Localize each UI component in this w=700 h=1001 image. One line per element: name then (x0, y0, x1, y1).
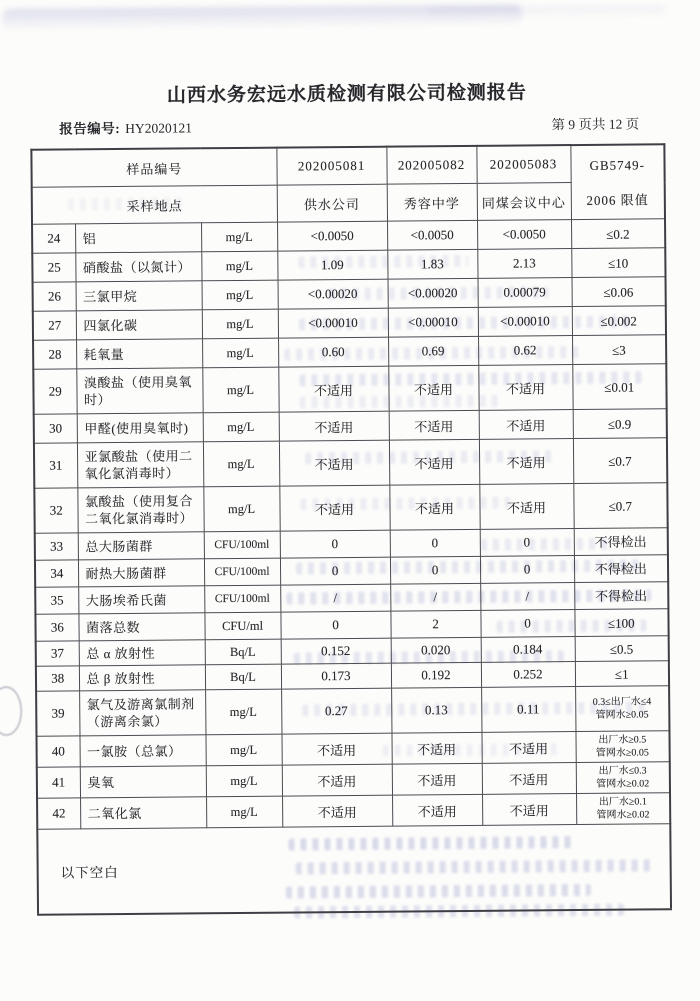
value-cell-sample-3: 不适用 (479, 410, 573, 440)
value-cell-sample-1: 0.173 (281, 663, 391, 689)
value-cell-sample-3: 0.184 (481, 637, 575, 663)
unit-cell: mg/L (206, 765, 282, 797)
limit-column-header: GB5749- 2006 限值 (570, 144, 665, 219)
parameter-name-cell: 溴酸盐（使用臭氧 时） (76, 368, 202, 414)
parameter-name-cell: 四氯化碳 (76, 310, 202, 340)
row-number-cell: 42 (37, 798, 80, 829)
row-number-cell: 24 (32, 224, 75, 253)
value-cell-sample-3: 0.00079 (478, 278, 572, 308)
table-row (36, 686, 669, 737)
row-number-cell: 39 (36, 691, 79, 736)
value-cell-sample-1: 0.60 (278, 337, 388, 367)
limit-cell: ≤10 (571, 248, 665, 278)
unit-cell: CFU/100ml (204, 531, 280, 559)
limit-cell: ≤0.7 (573, 483, 667, 529)
results-table-footer (37, 824, 671, 915)
parameter-name-cell: 二氧化氯 (80, 797, 206, 829)
page-indicator: 第 9 页共 12 页 (551, 116, 640, 133)
limit-cell: 不得检出 (574, 555, 668, 583)
value-cell-sample-3: <0.0050 (477, 220, 571, 250)
unit-cell: mg/L (205, 734, 281, 766)
value-cell-sample-3: 不适用 (481, 732, 575, 764)
limit-cell: 出厂水≥0.5 管网水≥0.05 (575, 731, 669, 763)
parameter-name-cell: 氯气及游离氯制剂 （游离余氯） (79, 690, 205, 736)
value-cell-sample-2: 0.69 (388, 336, 478, 366)
row-number-cell: 36 (35, 614, 78, 641)
value-cell-sample-1: 不适用 (279, 485, 389, 531)
limit-cell: ≤0.06 (572, 277, 666, 307)
value-cell-sample-3: 0 (480, 529, 574, 557)
report-number-label: 报告编号: (59, 120, 121, 137)
parameter-name-cell: 甲醛(使用臭氧时) (77, 413, 203, 443)
value-cell-sample-1: 不适用 (281, 733, 391, 765)
parameter-name-cell: 氯酸盐（使用复合 二氧化氯消毒时） (77, 487, 203, 533)
row-number-cell: 32 (34, 488, 77, 533)
value-cell-sample-3: / (480, 583, 574, 611)
location-header-label: 采样地点 (32, 185, 277, 224)
unit-cell: mg/L (201, 222, 277, 252)
value-cell-sample-3: 0 (480, 610, 574, 638)
parameter-name-cell: 大肠埃希氏菌 (78, 586, 204, 614)
table-row (34, 438, 667, 489)
row-number-cell: 26 (33, 282, 76, 311)
unit-cell: mg/L (202, 338, 278, 368)
parameter-name-cell: 耐热大肠菌群 (78, 559, 204, 587)
value-cell-sample-3: 不适用 (478, 365, 572, 411)
value-cell-sample-3: 2.13 (477, 249, 571, 279)
value-cell-sample-2: 2 (390, 610, 480, 638)
unit-cell: mg/L (206, 796, 282, 828)
value-cell-sample-1: <0.00010 (278, 308, 388, 338)
value-cell-sample-3: <0.00010 (478, 307, 572, 337)
header-row-sample-id (31, 144, 664, 187)
row-number-cell: 35 (35, 587, 78, 614)
value-cell-sample-2: / (390, 583, 480, 611)
value-cell-sample-2: 不适用 (389, 439, 479, 485)
limit-cell: ≤0.01 (572, 364, 666, 410)
report-number-value: HY2020121 (125, 120, 193, 136)
value-cell-sample-2: 不适用 (389, 410, 479, 440)
value-cell-sample-2: 0.13 (391, 687, 481, 733)
parameter-name-cell: 总大肠菌群 (78, 532, 204, 560)
sample-id-header-label: 样品编号 (31, 148, 276, 188)
value-cell-sample-2: 0.020 (391, 637, 481, 663)
report-title: 山西水务宏远水质检测有限公司检测报告 (166, 82, 527, 107)
unit-cell: Bq/L (205, 639, 281, 665)
limit-cell: ≤100 (574, 609, 668, 637)
table-row (34, 483, 667, 534)
row-number-cell: 29 (33, 369, 76, 414)
limit-cell: ≤1 (575, 661, 669, 687)
value-cell-sample-1: 0.152 (281, 638, 391, 664)
parameter-name-cell: 总 β 放射性 (79, 665, 205, 691)
sample-id-2: 202005082 (386, 146, 476, 184)
results-table-header (31, 144, 665, 224)
limit-cell: 不得检出 (574, 528, 668, 556)
results-table (30, 143, 672, 916)
limit-cell: ≤0.9 (573, 409, 667, 439)
value-cell-sample-2: 1.83 (387, 249, 477, 279)
value-cell-sample-3: 不适用 (479, 484, 573, 530)
value-cell-sample-2: <0.00020 (388, 278, 478, 308)
limit-cell: ≤0.2 (571, 219, 665, 249)
limit-cell: 不得检出 (574, 582, 668, 610)
value-cell-sample-3: 不适用 (479, 439, 573, 485)
value-cell-sample-1: 不适用 (279, 411, 389, 441)
location-3: 同煤会议中心 (477, 183, 571, 221)
unit-cell: mg/L (202, 367, 278, 413)
value-cell-sample-1: 0 (280, 611, 390, 639)
row-number-cell: 33 (35, 533, 78, 560)
unit-cell: mg/L (203, 412, 279, 442)
row-number-cell: 27 (33, 311, 76, 340)
value-cell-sample-1: <0.0050 (277, 221, 387, 251)
value-cell-sample-1: 1.09 (277, 250, 387, 280)
parameter-name-cell: 一氯胺（总氯） (79, 735, 205, 767)
location-1: 供水公司 (277, 184, 387, 222)
sample-id-3: 202005083 (476, 145, 570, 183)
parameter-name-cell: 硝酸盐（以氮计） (75, 252, 201, 282)
header-row-location (32, 182, 665, 225)
results-table-body (32, 219, 670, 830)
parameter-name-cell: 铝 (75, 223, 201, 253)
pencil-mark (0, 686, 22, 736)
row-number-cell: 25 (32, 253, 75, 282)
parameter-name-cell: 臭氧 (80, 766, 206, 798)
unit-cell: Bq/L (205, 664, 281, 690)
unit-cell: mg/L (202, 309, 278, 339)
value-cell-sample-1: 0.27 (281, 688, 391, 734)
limit-cell: 0.3≤出厂水≤4 管网水≥0.05 (575, 686, 669, 732)
table-row (33, 364, 666, 415)
value-cell-sample-3: 0.11 (481, 687, 575, 733)
value-cell-sample-1: 不适用 (279, 440, 389, 486)
value-cell-sample-2: 0 (390, 556, 480, 584)
value-cell-sample-2: 不适用 (388, 365, 478, 411)
row-number-cell: 28 (33, 340, 76, 369)
parameter-name-cell: 三氯甲烷 (76, 281, 202, 311)
row-number-cell: 38 (36, 666, 79, 691)
unit-cell: mg/L (202, 280, 278, 310)
value-cell-sample-1: 0 (280, 530, 390, 558)
value-cell-sample-3: 0.252 (481, 662, 575, 688)
blank-note-row (37, 824, 671, 915)
value-cell-sample-2: 不适用 (391, 732, 481, 764)
unit-cell: mg/L (203, 486, 279, 532)
parameter-name-cell: 耗氧量 (76, 339, 202, 369)
value-cell-sample-1: <0.00020 (278, 279, 388, 309)
value-cell-sample-2: <0.0050 (387, 220, 477, 250)
row-number-cell: 40 (36, 736, 79, 767)
parameter-name-cell: 菌落总数 (78, 613, 204, 641)
blank-below-note: 以下空白 (37, 824, 671, 915)
value-cell-sample-2: 0.192 (391, 662, 481, 688)
limit-cell: ≤0.7 (573, 438, 667, 484)
value-cell-sample-1: / (280, 584, 390, 612)
location-2: 秀容中学 (387, 183, 477, 221)
unit-cell: CFU/ml (204, 612, 280, 640)
value-cell-sample-2: 不适用 (392, 763, 482, 795)
report-number (59, 116, 192, 137)
value-cell-sample-1: 不适用 (278, 366, 388, 412)
parameter-name-cell: 总 α 放射性 (79, 640, 205, 666)
row-number-cell: 41 (37, 767, 80, 798)
unit-cell: CFU/100ml (204, 558, 280, 586)
limit-cell: ≤3 (572, 335, 666, 365)
scan-smudge (2, 4, 522, 31)
unit-cell: CFU/100ml (204, 585, 280, 613)
unit-cell: mg/L (205, 689, 281, 735)
value-cell-sample-2: 不适用 (389, 484, 479, 530)
limit-cell: 出厂水≤0.3 管网水≥0.02 (576, 762, 670, 794)
sample-id-1: 202005081 (276, 147, 386, 185)
row-number-cell: 31 (34, 443, 77, 488)
value-cell-sample-1: 不适用 (282, 764, 392, 796)
row-number-cell: 34 (35, 560, 78, 587)
value-cell-sample-1: 0 (280, 557, 390, 585)
limit-cell: ≤0.5 (575, 636, 669, 662)
value-cell-sample-2: <0.00010 (388, 307, 478, 337)
value-cell-sample-3: 不适用 (482, 794, 576, 826)
limit-cell: 出厂水≥0.1 管网水≥0.02 (576, 793, 670, 825)
value-cell-sample-1: 不适用 (282, 795, 392, 827)
value-cell-sample-3: 0.62 (478, 336, 572, 366)
limit-cell: ≤0.002 (572, 306, 666, 336)
value-cell-sample-3: 不适用 (482, 763, 576, 795)
row-number-cell: 37 (36, 641, 79, 666)
parameter-name-cell: 亚氯酸盐（使用二 氧化氯消毒时） (77, 442, 203, 488)
value-cell-sample-2: 0 (390, 529, 480, 557)
unit-cell: mg/L (201, 251, 277, 281)
value-cell-sample-2: 不适用 (392, 794, 482, 826)
value-cell-sample-3: 0 (480, 556, 574, 584)
scan-smudge (426, 5, 666, 19)
report-meta-row (59, 112, 639, 137)
unit-cell: mg/L (203, 441, 279, 487)
row-number-cell: 30 (34, 414, 77, 443)
